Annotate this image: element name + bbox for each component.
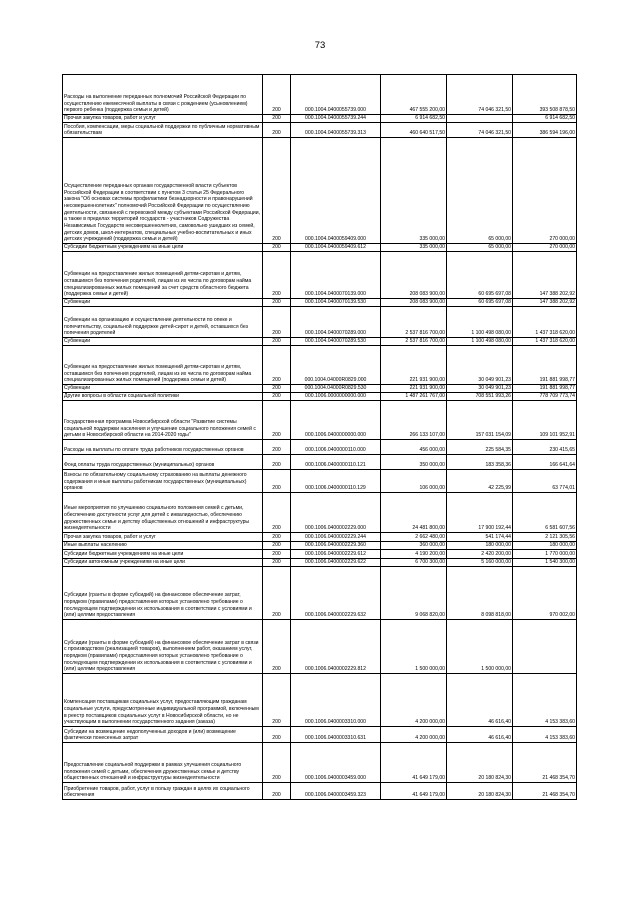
cell-remaining-amount: 109 101 952,91 xyxy=(513,401,577,440)
cell-budget-code: 000.1004.0400070289.000 xyxy=(291,307,381,338)
cell-executed-amount: 30 049 901,23 xyxy=(447,346,513,385)
cell-admin-code: 200 xyxy=(263,138,291,244)
cell-budget-code: 000.1006.0400003459.000 xyxy=(291,743,381,783)
cell-remaining-amount: 191 881 998,77 xyxy=(513,346,577,385)
cell-approved-amount: 208 083 900,00 xyxy=(381,299,447,307)
cell-executed-amount: 46 616,40 xyxy=(447,727,513,743)
table-body xyxy=(63,75,577,800)
cell-remaining-amount: 6 914 682,50 xyxy=(513,115,577,123)
cell-budget-code: 000.1006.0400002229.244 xyxy=(291,533,381,542)
cell-executed-amount: 2 420 200,00 xyxy=(447,550,513,559)
cell-approved-amount: 221 931 900,00 xyxy=(381,385,447,393)
cell-executed-amount: 74 046 321,50 xyxy=(447,75,513,115)
cell-name: Фонд оплаты труда государственных (муниципальных) органов xyxy=(63,455,263,470)
cell-name: Предоставление социальной поддержки в рамках улучшения социального положения семей с детьми, обеспечения дружественных семье и детству общественных отношений и инфраструктуры жизнедеятельности xyxy=(63,743,263,783)
cell-admin-code: 200 xyxy=(263,550,291,559)
cell-remaining-amount: 230 415,65 xyxy=(513,440,577,455)
cell-executed-amount: 30 049 901,23 xyxy=(447,385,513,393)
table-row xyxy=(63,385,577,393)
table-row xyxy=(63,244,577,252)
cell-remaining-amount: 1 437 318 620,00 xyxy=(513,338,577,346)
cell-admin-code: 200 xyxy=(263,783,291,800)
cell-executed-amount: 183 358,36 xyxy=(447,455,513,470)
cell-remaining-amount: 1 770 000,00 xyxy=(513,550,577,559)
cell-approved-amount: 106 000,00 xyxy=(381,470,447,493)
cell-name: Субсидии автономным учреждениям на иные цели xyxy=(63,559,263,567)
cell-executed-amount: 180 000,00 xyxy=(447,542,513,550)
cell-approved-amount: 460 640 517,50 xyxy=(381,123,447,138)
cell-remaining-amount: 970 002,00 xyxy=(513,567,577,620)
table-row xyxy=(63,542,577,550)
cell-name: Пособия, компенсации, меры социальной поддержки по публичным нормативным обязательствам xyxy=(63,123,263,138)
cell-admin-code: 200 xyxy=(263,307,291,338)
cell-admin-code: 200 xyxy=(263,338,291,346)
table-row xyxy=(63,123,577,138)
cell-approved-amount: 467 555 200,00 xyxy=(381,75,447,115)
cell-budget-code: 000.1006.0400002229.622 xyxy=(291,559,381,567)
cell-remaining-amount: 147 388 202,92 xyxy=(513,299,577,307)
cell-executed-amount: 708 551 993,26 xyxy=(447,393,513,401)
cell-admin-code: 200 xyxy=(263,455,291,470)
cell-name: Приобретение товаров, работ, услуг в пользу граждан в целях их социального обеспечения xyxy=(63,783,263,800)
cell-executed-amount: 5 160 000,00 xyxy=(447,559,513,567)
table-row xyxy=(63,533,577,542)
table-row xyxy=(63,783,577,800)
table-row xyxy=(63,307,577,338)
cell-name: Субсидии бюджетным учреждениям на иные цели xyxy=(63,244,263,252)
cell-executed-amount: 225 584,35 xyxy=(447,440,513,455)
cell-budget-code: 000.1004.04000R0829.000 xyxy=(291,346,381,385)
cell-approved-amount: 4 200 000,00 xyxy=(381,674,447,727)
cell-approved-amount: 208 083 900,00 xyxy=(381,252,447,299)
cell-approved-amount: 360 000,00 xyxy=(381,542,447,550)
cell-admin-code: 200 xyxy=(263,75,291,115)
cell-name: Иные мероприятия по улучшению социального положения семей с детьми, обеспечению доступности услуг для детей с инвалидностью, обеспечению дружественных семье и детству общественных отношений и инфраструктуры жизнедеятельности xyxy=(63,493,263,533)
cell-executed-amount: 1 100 498 080,00 xyxy=(447,338,513,346)
cell-admin-code: 200 xyxy=(263,727,291,743)
table-row xyxy=(63,401,577,440)
cell-admin-code: 200 xyxy=(263,533,291,542)
cell-approved-amount: 4 190 200,00 xyxy=(381,550,447,559)
cell-name: Субвенции xyxy=(63,338,263,346)
cell-admin-code: 200 xyxy=(263,385,291,393)
cell-name: Субвенции на предоставление жилых помещений детям-сиротам и детям, оставшимся без попечения родителей, лицам из их числа по договорам найма специализированных жилых помещений за счет средств областного бюджета (поддержка семьи и детей) xyxy=(63,252,263,299)
cell-remaining-amount: 393 508 878,50 xyxy=(513,75,577,115)
cell-approved-amount: 2 537 816 700,00 xyxy=(381,307,447,338)
cell-budget-code: 000.1006.0400002229.812 xyxy=(291,620,381,674)
cell-name: Субсидии на возмещение недополученных доходов и (или) возмещение фактически понесенных затрат xyxy=(63,727,263,743)
table-row xyxy=(63,550,577,559)
cell-name: Прочая закупка товаров, работ и услуг xyxy=(63,115,263,123)
cell-remaining-amount: 386 594 196,00 xyxy=(513,123,577,138)
cell-admin-code: 200 xyxy=(263,470,291,493)
cell-admin-code: 200 xyxy=(263,559,291,567)
table-row xyxy=(63,727,577,743)
table-row xyxy=(63,75,577,115)
cell-admin-code: 200 xyxy=(263,115,291,123)
cell-executed-amount: 42 225,99 xyxy=(447,470,513,493)
cell-budget-code: 000.1004.0400059409.000 xyxy=(291,138,381,244)
cell-budget-code: 000.1006.0400002229.000 xyxy=(291,493,381,533)
cell-budget-code: 000.1006.0400000000.000 xyxy=(291,401,381,440)
cell-executed-amount: 1 500 000,00 xyxy=(447,620,513,674)
cell-remaining-amount: 2 121 305,56 xyxy=(513,533,577,542)
table-row xyxy=(63,567,577,620)
table-row xyxy=(63,493,577,533)
cell-remaining-amount: 4 153 383,60 xyxy=(513,674,577,727)
cell-name: Субвенции xyxy=(63,299,263,307)
cell-executed-amount: 60 695 697,08 xyxy=(447,299,513,307)
cell-remaining-amount: 4 153 383,60 xyxy=(513,727,577,743)
cell-remaining-amount xyxy=(513,620,577,674)
cell-admin-code: 200 xyxy=(263,299,291,307)
cell-approved-amount: 335 000,00 xyxy=(381,138,447,244)
cell-approved-amount: 221 931 900,00 xyxy=(381,346,447,385)
cell-approved-amount: 350 000,00 xyxy=(381,455,447,470)
cell-budget-code: 000.1006.0400000110.121 xyxy=(291,455,381,470)
cell-name: Субсидии (гранты в форме субсидий) на финансовое обеспечение затрат в связи с производством (реализацией товаров), выполнением работ, оказанием услуг, порядком (правилами) предоставления которых установлено требование о последующем подтверждении их использования в соответствии с условиями и (или) целями предоставления xyxy=(63,620,263,674)
cell-remaining-amount: 1 540 300,00 xyxy=(513,559,577,567)
table-row xyxy=(63,393,577,401)
cell-name: Субвенции на предоставление жилых помещений детям-сиротам и детям, оставшимся без попечения родителей, лицам из их числа по договорам найма специализированных жилых помещений (поддержка семьи и детей) xyxy=(63,346,263,385)
cell-approved-amount: 456 000,00 xyxy=(381,440,447,455)
cell-approved-amount: 24 481 800,00 xyxy=(381,493,447,533)
cell-remaining-amount: 166 641,64 xyxy=(513,455,577,470)
cell-budget-code: 000.1006.0400003459.323 xyxy=(291,783,381,800)
cell-budget-code: 000.1006.0400003310.000 xyxy=(291,674,381,727)
cell-executed-amount: 65 000,00 xyxy=(447,138,513,244)
cell-name: Иные выплаты населению xyxy=(63,542,263,550)
cell-executed-amount: 20 180 824,30 xyxy=(447,743,513,783)
cell-admin-code: 200 xyxy=(263,393,291,401)
budget-execution-table xyxy=(62,74,577,800)
table-row xyxy=(63,559,577,567)
cell-name: Субсидии бюджетным учреждениям на иные цели xyxy=(63,550,263,559)
cell-remaining-amount: 191 881 998,77 xyxy=(513,385,577,393)
cell-admin-code: 200 xyxy=(263,244,291,252)
cell-admin-code: 200 xyxy=(263,252,291,299)
cell-executed-amount: 65 000,00 xyxy=(447,244,513,252)
cell-admin-code: 200 xyxy=(263,401,291,440)
cell-remaining-amount: 147 388 202,92 xyxy=(513,252,577,299)
cell-remaining-amount: 21 468 354,70 xyxy=(513,743,577,783)
cell-budget-code: 000.1004.04000R0829.530 xyxy=(291,385,381,393)
cell-budget-code: 000.1004.0400055739.244 xyxy=(291,115,381,123)
cell-executed-amount: 20 180 824,30 xyxy=(447,783,513,800)
cell-approved-amount: 41 649 179,00 xyxy=(381,743,447,783)
cell-executed-amount: 8 098 818,00 xyxy=(447,567,513,620)
table-row xyxy=(63,743,577,783)
cell-admin-code: 200 xyxy=(263,743,291,783)
cell-name: Другие вопросы в области социальной политики xyxy=(63,393,263,401)
cell-admin-code: 200 xyxy=(263,493,291,533)
cell-approved-amount: 4 200 000,00 xyxy=(381,727,447,743)
cell-approved-amount: 41 649 179,00 xyxy=(381,783,447,800)
cell-approved-amount: 6 700 300,00 xyxy=(381,559,447,567)
table-row xyxy=(63,252,577,299)
cell-approved-amount: 335 000,00 xyxy=(381,244,447,252)
cell-admin-code: 200 xyxy=(263,567,291,620)
cell-approved-amount: 266 133 107,00 xyxy=(381,401,447,440)
cell-name: Государственная программа Новосибирской области "Развитие системы социальной поддержки населения и улучшение социального положения семей с детьми в Новосибирской области на 2014-2020 годы" xyxy=(63,401,263,440)
cell-name: Прочая закупка товаров, работ и услуг xyxy=(63,533,263,542)
cell-approved-amount: 2 662 480,00 xyxy=(381,533,447,542)
cell-remaining-amount: 180 000,00 xyxy=(513,542,577,550)
cell-admin-code: 200 xyxy=(263,440,291,455)
cell-budget-code: 000.1004.0400055739.000 xyxy=(291,75,381,115)
cell-executed-amount: 541 174,44 xyxy=(447,533,513,542)
cell-budget-code: 000.1006.0400002229.612 xyxy=(291,550,381,559)
cell-remaining-amount: 63 774,01 xyxy=(513,470,577,493)
cell-admin-code: 200 xyxy=(263,346,291,385)
cell-approved-amount: 1 500 000,00 xyxy=(381,620,447,674)
cell-remaining-amount: 21 468 354,70 xyxy=(513,783,577,800)
cell-admin-code: 200 xyxy=(263,123,291,138)
page-number: 73 xyxy=(314,40,326,51)
cell-approved-amount: 2 537 816 700,00 xyxy=(381,338,447,346)
cell-executed-amount xyxy=(447,115,513,123)
table-row xyxy=(63,620,577,674)
table-row xyxy=(63,440,577,455)
table-row xyxy=(63,346,577,385)
cell-budget-code: 000.1006.0400002229.360 xyxy=(291,542,381,550)
cell-remaining-amount: 270 000,00 xyxy=(513,244,577,252)
cell-name: Расходы на выплаты по оплате труда работников государственных органов xyxy=(63,440,263,455)
cell-budget-code: 000.1004.0400070139.000 xyxy=(291,252,381,299)
cell-budget-code: 000.1004.0400070139.530 xyxy=(291,299,381,307)
cell-name: Компенсация поставщикам социальных услуг, предоставляющим гражданам социальные услуги, предусмотренные индивидуальной программой, включенным в реестр поставщиков социальных услуг в Новосибирской области, но не участвующим в выполнении государственного задания (заказа) xyxy=(63,674,263,727)
table-row xyxy=(63,338,577,346)
cell-executed-amount: 157 031 154,09 xyxy=(447,401,513,440)
cell-name: Осуществление переданных органам государственной власти субъектов Российской Федерации в соответствии с пунктом 3 статьи 25 Федерального закона "Об основах системы профилактики безнадзорности и правонарушений несовершеннолетних" полномочий Российской Федерации по осуществлению деятельности, связанной с перевозкой между субъектами Российской Федерации, а также в пределах территорий государств - участников Содружества Независимых Государств несовершеннолетних, самовольно ушедших из семей, детских домов, школ-интернатов, специальных учебно-воспитательных и иных детских учреждений (поддержка семьи и детей) xyxy=(63,138,263,244)
cell-name: Субвенции xyxy=(63,385,263,393)
cell-admin-code: 200 xyxy=(263,674,291,727)
cell-name: Взносы по обязательному социальному страхованию на выплаты денежного содержания и иные выплаты работникам государственных (муниципальных) органов xyxy=(63,470,263,493)
table-row xyxy=(63,138,577,244)
cell-remaining-amount: 270 000,00 xyxy=(513,138,577,244)
table-row xyxy=(63,115,577,123)
cell-executed-amount: 46 616,40 xyxy=(447,674,513,727)
cell-budget-code: 000.1004.0400070289.530 xyxy=(291,338,381,346)
cell-budget-code: 000.1006.0400003310.631 xyxy=(291,727,381,743)
cell-executed-amount: 1 100 498 080,00 xyxy=(447,307,513,338)
cell-name: Субсидии (гранты в форме субсидий) на финансовое обеспечение затрат, порядком (правилами) предоставления которых установлено требование о последующем подтверждении их использования в соответствии с условиями и (или) целями предоставления xyxy=(63,567,263,620)
cell-remaining-amount: 1 437 318 620,00 xyxy=(513,307,577,338)
cell-budget-code: 000.1006.0400000110.000 xyxy=(291,440,381,455)
cell-budget-code: 000.1004.0400059409.612 xyxy=(291,244,381,252)
cell-remaining-amount: 778 709 773,74 xyxy=(513,393,577,401)
cell-executed-amount: 17 900 192,44 xyxy=(447,493,513,533)
cell-remaining-amount: 6 581 607,56 xyxy=(513,493,577,533)
cell-executed-amount: 60 695 697,08 xyxy=(447,252,513,299)
cell-executed-amount: 74 046 321,50 xyxy=(447,123,513,138)
table-row xyxy=(63,470,577,493)
cell-budget-code: 000.1006.0400000110.129 xyxy=(291,470,381,493)
cell-name: Расходы на выполнение переданных полномочий Российской Федерации по осуществлению ежемесячной выплаты в связи с рождением (усыновлением) первого ребенка (поддержка семьи и детей) xyxy=(63,75,263,115)
table-row xyxy=(63,299,577,307)
cell-approved-amount: 9 068 820,00 xyxy=(381,567,447,620)
cell-name: Субвенции на организацию и осуществление деятельности по опеке и попечительству, социальной поддержке детей-сирот и детей, оставшихся без попечения родителей xyxy=(63,307,263,338)
cell-admin-code: 200 xyxy=(263,542,291,550)
table-row xyxy=(63,455,577,470)
cell-approved-amount: 6 914 682,50 xyxy=(381,115,447,123)
table-row xyxy=(63,674,577,727)
cell-budget-code: 000.1004.0400055739.313 xyxy=(291,123,381,138)
cell-budget-code: 000.1006.0000000000.000 xyxy=(291,393,381,401)
cell-admin-code: 200 xyxy=(263,620,291,674)
cell-approved-amount: 1 487 261 767,00 xyxy=(381,393,447,401)
cell-budget-code: 000.1006.0400002229.632 xyxy=(291,567,381,620)
